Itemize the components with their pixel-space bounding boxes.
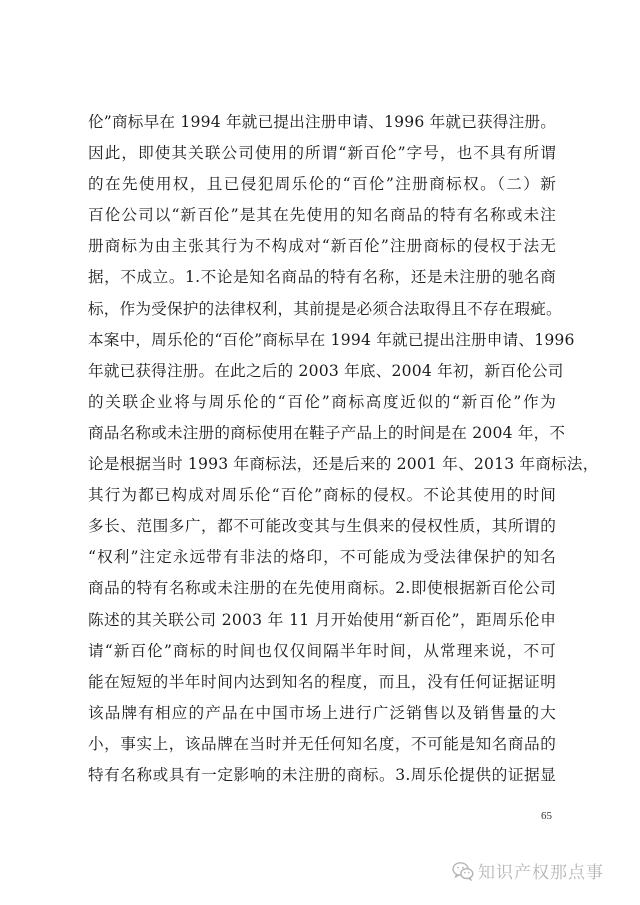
text-line: 小，事实上，该品牌在当时并无任何知名度，不可能是知名商品的 <box>88 734 556 753</box>
text-line: 册商标为由主张其行为不构成对“新百伦”注册商标的侵权于法无 <box>88 237 556 256</box>
text-line: 的关联企业将与周乐伦的“百伦”商标高度近似的“新百伦”作为 <box>88 392 556 411</box>
text-line: 陈述的其关联公司 2003 年 11 月开始使用“新百伦”，距周乐伦申 <box>88 610 556 629</box>
text-line: 商品名称或未注册的商标使用在鞋子产品上的时间是在 2004 年，不 <box>88 423 566 442</box>
text-line: 百伦公司以“新百伦”是其在先使用的知名商品的特有名称或未注 <box>88 206 556 225</box>
text-line: 的在先使用权，且已侵犯周乐伦的“百伦”注册商标权。（二）新 <box>88 175 556 194</box>
text-line: 年就已获得注册。在此之后的 2003 年底、2004 年初，新百伦公司 <box>88 361 564 380</box>
page-number: 65 <box>541 810 552 822</box>
text-line: 本案中，周乐伦的“百伦”商标早在 1994 年就已提出注册申请、1996 <box>88 330 575 349</box>
text-line: 据，不成立。1.不论是知名商品的特有名称，还是未注册的驰名商 <box>88 268 556 287</box>
text-line: 多长、范围多广，都不可能改变其与生俱来的侵权性质，其所谓的 <box>88 517 556 536</box>
text-line: 请“新百伦”商标的时间也仅仅间隔半年时间，从常理来说，不可 <box>88 641 556 660</box>
text-line: “权利”注定永远带有非法的烙印，不可能成为受法律保护的知名 <box>88 548 556 567</box>
wechat-icon <box>452 861 474 881</box>
text-line: 其行为都已构成对周乐伦“百伦”商标的侵权。不论其使用的时间 <box>88 486 556 505</box>
text-line: 商品的特有名称或未注册的在先使用商标。2.即使根据新百伦公司 <box>88 579 556 598</box>
text-line: 伦”商标早在 1994 年就已提出注册申请、1996 年就已获得注册。 <box>88 113 556 131</box>
text-line: 因此，即使其关联公司使用的所谓“新百伦”字号，也不具有所谓 <box>88 144 556 163</box>
watermark-text: 知识产权那点事 <box>478 863 604 883</box>
body-text <box>88 107 599 791</box>
text-line: 标，作为受保护的法律权利，其前提是必须合法取得且不存在瑕疵。 <box>88 299 562 318</box>
text-line: 特有名称或具有一定影响的未注册的商标。3.周乐伦提供的证据显 <box>88 765 556 784</box>
text-line: 论是根据当时 1993 年商标法，还是后来的 2001 年、2013 年商标法， <box>88 455 599 474</box>
watermark <box>452 858 604 883</box>
text-line: 能在短短的半年时间内达到知名的程度，而且，没有任何证据证明 <box>88 672 556 691</box>
text-line: 该品牌有相应的产品在中国市场上进行广泛销售以及销售量的大 <box>88 703 556 722</box>
